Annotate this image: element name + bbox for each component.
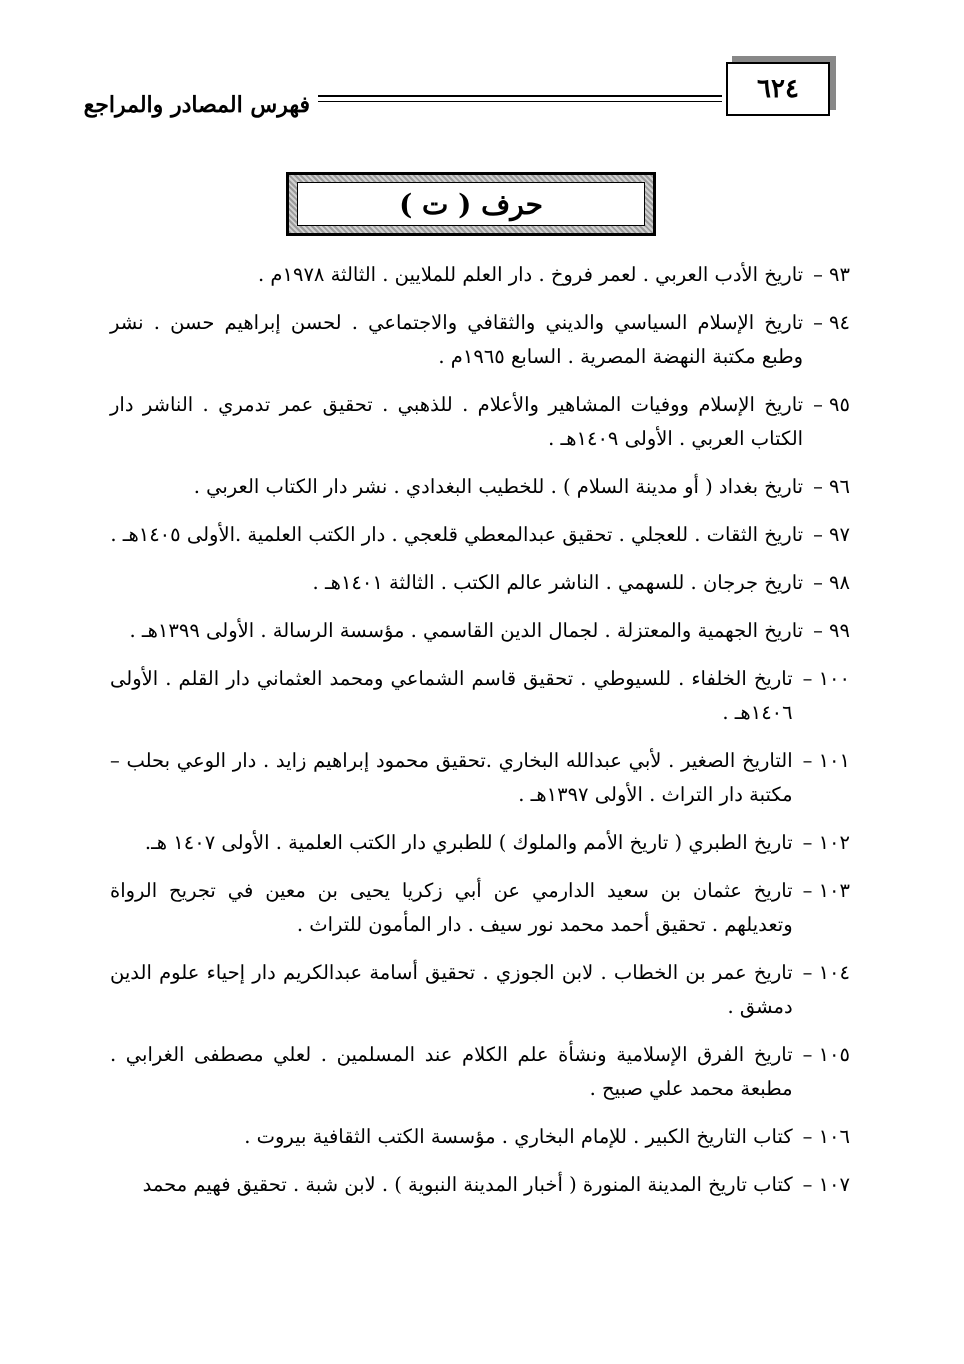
entry-number: ٩٧ – [813, 523, 850, 546]
entry-number: ١٠٤ – [802, 961, 850, 984]
page-number: ٦٢٤ [726, 62, 830, 116]
entry-number: ١٠٦ – [802, 1125, 850, 1148]
bibliography-entry [110, 1168, 850, 1202]
page-header [0, 0, 964, 130]
bibliography-entry [110, 306, 850, 374]
entry-text: تاريخ عثمان بن سعيد الدارمي عن أبي زكريا يحيى بن معين في تجريح الرواة وتعديلهم . تحقيق أحمد محمد نور سيف . دار المأمون للتراث . [110, 879, 793, 936]
bibliography-entry [110, 826, 850, 860]
entry-number: ١٠٢ – [802, 831, 850, 854]
bibliography-entry [110, 518, 850, 552]
entry-number: ١٠٥ – [802, 1043, 850, 1066]
bibliography-entry [110, 874, 850, 942]
bibliography-entry [110, 258, 850, 292]
entry-number: ١٠٠ – [802, 667, 850, 690]
entry-text: تاريخ بغداد ( أو مدينة السلام ) . للخطيب البغدادي . نشر دار الكتاب العربي . [193, 475, 804, 498]
bibliography-entry [110, 1038, 850, 1106]
header-rule [318, 95, 722, 102]
section-heading: حرف ( ت ) [297, 182, 645, 226]
bibliography-entry [110, 1120, 850, 1154]
entry-number: ٩٦ – [813, 475, 850, 498]
entry-text: تاريخ الأدب العربي . لعمر فروخ . دار العلم للملايين . الثالثة ١٩٧٨م . [258, 263, 804, 286]
entry-text: تاريخ جرجان . للسهمي . الناشر عالم الكتب . الثالثة ١٤٠١هـ . [312, 571, 804, 594]
entry-number: ١٠٣ – [802, 879, 850, 902]
entry-text: تاريخ الإسلام ووفيات المشاهير والأعلام . للذهبي . تحقيق عمر تدمري . الناشر دار الكتاب العربي . الأولى ١٤٠٩هـ . [110, 393, 804, 450]
entry-text: تاريخ الثقات . للعجلي . تحقيق عبدالمعطي قلعجي . دار الكتب العلمية .الأولى ١٤٠٥هـ . [110, 523, 804, 546]
entry-text: كتاب التاريخ الكبير . للإمام البخاري . مؤسسة الكتب الثقافية بيروت . [244, 1125, 793, 1148]
bibliography-entry [110, 744, 850, 812]
entry-number: ١٠٧ – [802, 1173, 850, 1196]
bibliography-entry [110, 566, 850, 600]
entry-number: ٩٣ – [813, 263, 850, 286]
entry-number: ٩٥ – [813, 393, 850, 416]
bibliography-entry [110, 956, 850, 1024]
bibliography-entry [110, 614, 850, 648]
entry-text: تاريخ الإسلام السياسي والديني والثقافي والاجتماعي . لحسن إبراهيم حسن . نشر وطبع مكتبة النهضة المصرية . السابع ١٩٦٥م . [110, 311, 804, 368]
entry-number: ٩٨ – [813, 571, 850, 594]
bibliography-entry [110, 662, 850, 730]
bibliography-entry [110, 388, 850, 456]
bibliography-entry [110, 470, 850, 504]
entry-number: ١٠١ – [802, 749, 850, 772]
bibliography-list [110, 258, 850, 1216]
entry-text: كتاب تاريخ المدينة المنورة ( أخبار المدينة النبوية ) . لابن شبة . تحقيق فهيم محمد [142, 1173, 793, 1196]
entry-number: ٩٤ – [813, 311, 850, 334]
entry-text: تاريخ الخلفاء . للسيوطي . تحقيق قاسم الشماعي ومحمد العثماني دار القلم . الأولى ١٤٠٦هـ . [110, 667, 793, 724]
entry-text: تاريخ الجهمية والمعتزلة . لجمال الدين القاسمي . مؤسسة الرسالة . الأولى ١٣٩٩هـ . [129, 619, 804, 642]
entry-text: التاريخ الصغير . لأبي عبدالله البخاري .تحقيق محمود إبراهيم زايد . دار الوعي بحلب – مكتبة دار التراث . الأولى ١٣٩٧هـ . [110, 749, 793, 806]
section-heading-box [286, 172, 656, 236]
entry-text: تاريخ عمر بن الخطاب . لابن الجوزي . تحقيق أسامة عبدالكريم دار إحياء علوم الدين دمشق . [110, 961, 793, 1018]
entry-text: تاريخ الفرق الإسلامية ونشأة علم الكلام عند المسلمين . لعلي مصطفى الغرابي . مطبعة محمد علي صبيح . [110, 1043, 793, 1100]
entry-text: تاريخ الطبري ( تاريخ الأمم والملوك ) للطبري دار الكتب العلمية . الأولى ١٤٠٧ هـ. [144, 831, 793, 854]
entry-number: ٩٩ – [813, 619, 850, 642]
page-title: فهرس المصادر والمراجع [83, 92, 310, 118]
